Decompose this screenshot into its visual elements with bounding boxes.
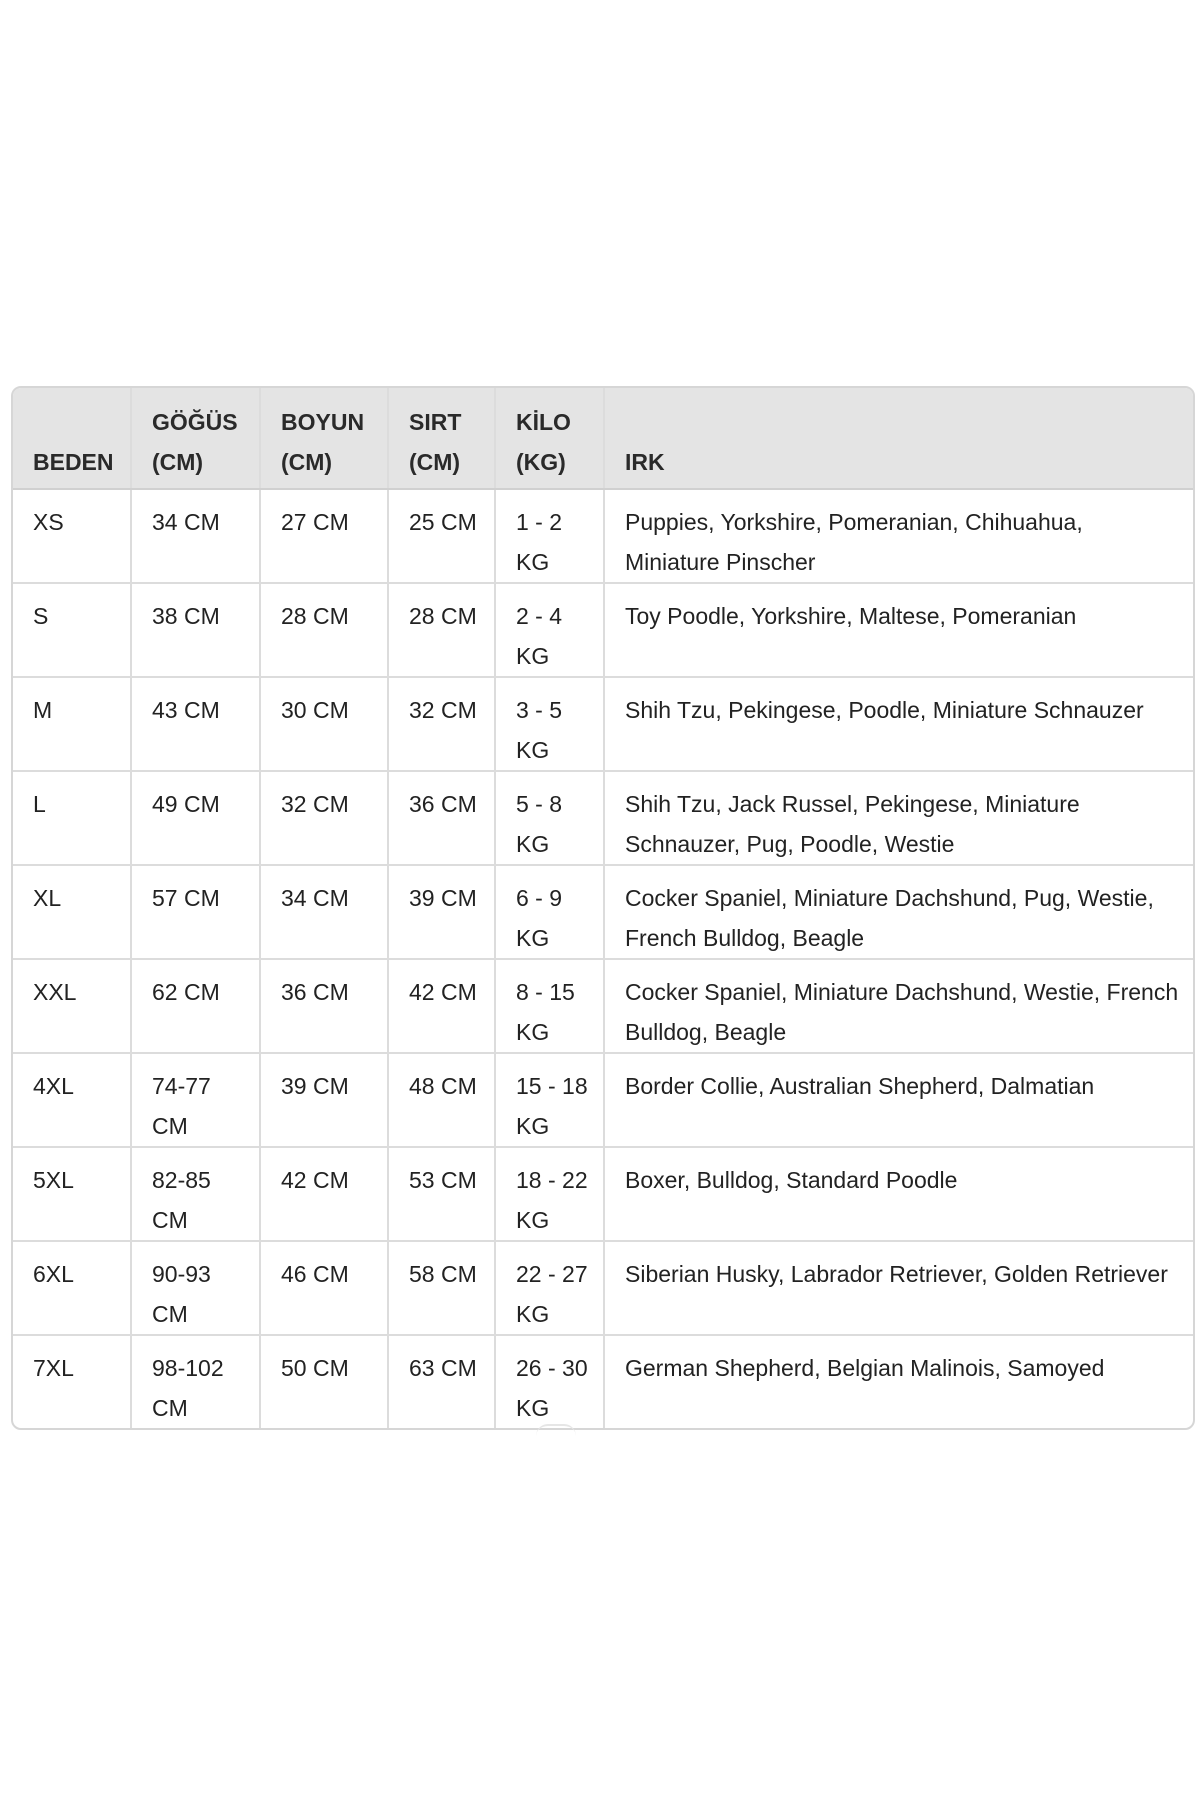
table-row (13, 1241, 1193, 1335)
cell-kilo: 2 - 4 KG (495, 583, 604, 677)
cell-beden: XL (13, 865, 131, 959)
table-row (13, 583, 1193, 677)
cell-boyun: 34 CM (260, 865, 388, 959)
cell-kilo: 5 - 8 KG (495, 771, 604, 865)
cell-boyun: 50 CM (260, 1335, 388, 1428)
cell-irk: Shih Tzu, Pekingese, Poodle, Miniature Schnauzer (604, 677, 1193, 771)
cell-sirt: 32 CM (388, 677, 495, 771)
table-row (13, 1147, 1193, 1241)
cell-sirt: 39 CM (388, 865, 495, 959)
cell-boyun: 46 CM (260, 1241, 388, 1335)
cell-sirt: 36 CM (388, 771, 495, 865)
cell-irk: Boxer, Bulldog, Standard Poodle (604, 1147, 1193, 1241)
cell-boyun: 36 CM (260, 959, 388, 1053)
cell-kilo: 22 - 27 KG (495, 1241, 604, 1335)
cell-beden: XXL (13, 959, 131, 1053)
cell-boyun: 42 CM (260, 1147, 388, 1241)
cell-kilo: 6 - 9 KG (495, 865, 604, 959)
cell-irk: Siberian Husky, Labrador Retriever, Golden Retriever (604, 1241, 1193, 1335)
cell-beden: 5XL (13, 1147, 131, 1241)
header-irk: IRK (604, 388, 1193, 489)
cell-gogus: 74-77 CM (131, 1053, 260, 1147)
cell-gogus: 98-102 CM (131, 1335, 260, 1428)
cell-boyun: 28 CM (260, 583, 388, 677)
size-table (13, 388, 1193, 1428)
table-body (13, 489, 1193, 1428)
table-row (13, 1335, 1193, 1428)
cell-boyun: 30 CM (260, 677, 388, 771)
cell-kilo: 1 - 2 KG (495, 489, 604, 583)
table-row (13, 677, 1193, 771)
cell-irk: Cocker Spaniel, Miniature Dachshund, Pug, Westie, French Bulldog, Beagle (604, 865, 1193, 959)
cell-sirt: 48 CM (388, 1053, 495, 1147)
header-kilo: KİLO (KG) (495, 388, 604, 489)
cell-kilo: 18 - 22 KG (495, 1147, 604, 1241)
cell-gogus: 38 CM (131, 583, 260, 677)
cell-sirt: 28 CM (388, 583, 495, 677)
cell-gogus: 82-85 CM (131, 1147, 260, 1241)
header-row (13, 388, 1193, 489)
cell-sirt: 58 CM (388, 1241, 495, 1335)
cell-gogus: 49 CM (131, 771, 260, 865)
cell-irk: Cocker Spaniel, Miniature Dachshund, Westie, French Bulldog, Beagle (604, 959, 1193, 1053)
cell-sirt: 53 CM (388, 1147, 495, 1241)
table-row (13, 1053, 1193, 1147)
cell-kilo: 3 - 5 KG (495, 677, 604, 771)
header-boyun: BOYUN (CM) (260, 388, 388, 489)
cell-boyun: 32 CM (260, 771, 388, 865)
cell-gogus: 34 CM (131, 489, 260, 583)
cell-kilo: 8 - 15 KG (495, 959, 604, 1053)
header-sirt: SIRT (CM) (388, 388, 495, 489)
cell-gogus: 57 CM (131, 865, 260, 959)
cell-boyun: 39 CM (260, 1053, 388, 1147)
cell-gogus: 62 CM (131, 959, 260, 1053)
cell-beden: 6XL (13, 1241, 131, 1335)
cell-kilo: 26 - 30 KG (495, 1335, 604, 1428)
cell-irk: Shih Tzu, Jack Russel, Pekingese, Miniature Schnauzer, Pug, Poodle, Westie (604, 771, 1193, 865)
size-chart-table (11, 386, 1195, 1430)
table-row (13, 771, 1193, 865)
cell-beden: 4XL (13, 1053, 131, 1147)
cell-boyun: 27 CM (260, 489, 388, 583)
cell-irk: Puppies, Yorkshire, Pomeranian, Chihuahua, Miniature Pinscher (604, 489, 1193, 583)
table-row (13, 865, 1193, 959)
cell-beden: S (13, 583, 131, 677)
table-row (13, 489, 1193, 583)
cell-kilo: 15 - 18 KG (495, 1053, 604, 1147)
cell-irk: Border Collie, Australian Shepherd, Dalmatian (604, 1053, 1193, 1147)
cell-gogus: 43 CM (131, 677, 260, 771)
header-gogus: GÖĞÜS (CM) (131, 388, 260, 489)
cell-beden: L (13, 771, 131, 865)
cell-beden: XS (13, 489, 131, 583)
header-beden: BEDEN (13, 388, 131, 489)
cell-beden: M (13, 677, 131, 771)
cell-sirt: 42 CM (388, 959, 495, 1053)
cell-gogus: 90-93 CM (131, 1241, 260, 1335)
cell-beden: 7XL (13, 1335, 131, 1428)
scroll-handle (536, 1424, 576, 1436)
cell-irk: German Shepherd, Belgian Malinois, Samoyed (625, 1355, 1105, 1381)
table-row (13, 959, 1193, 1053)
cell-sirt: 63 CM (388, 1335, 495, 1428)
cell-irk: Toy Poodle, Yorkshire, Maltese, Pomeranian (604, 583, 1193, 677)
cell-sirt: 25 CM (388, 489, 495, 583)
table-header (13, 388, 1193, 489)
